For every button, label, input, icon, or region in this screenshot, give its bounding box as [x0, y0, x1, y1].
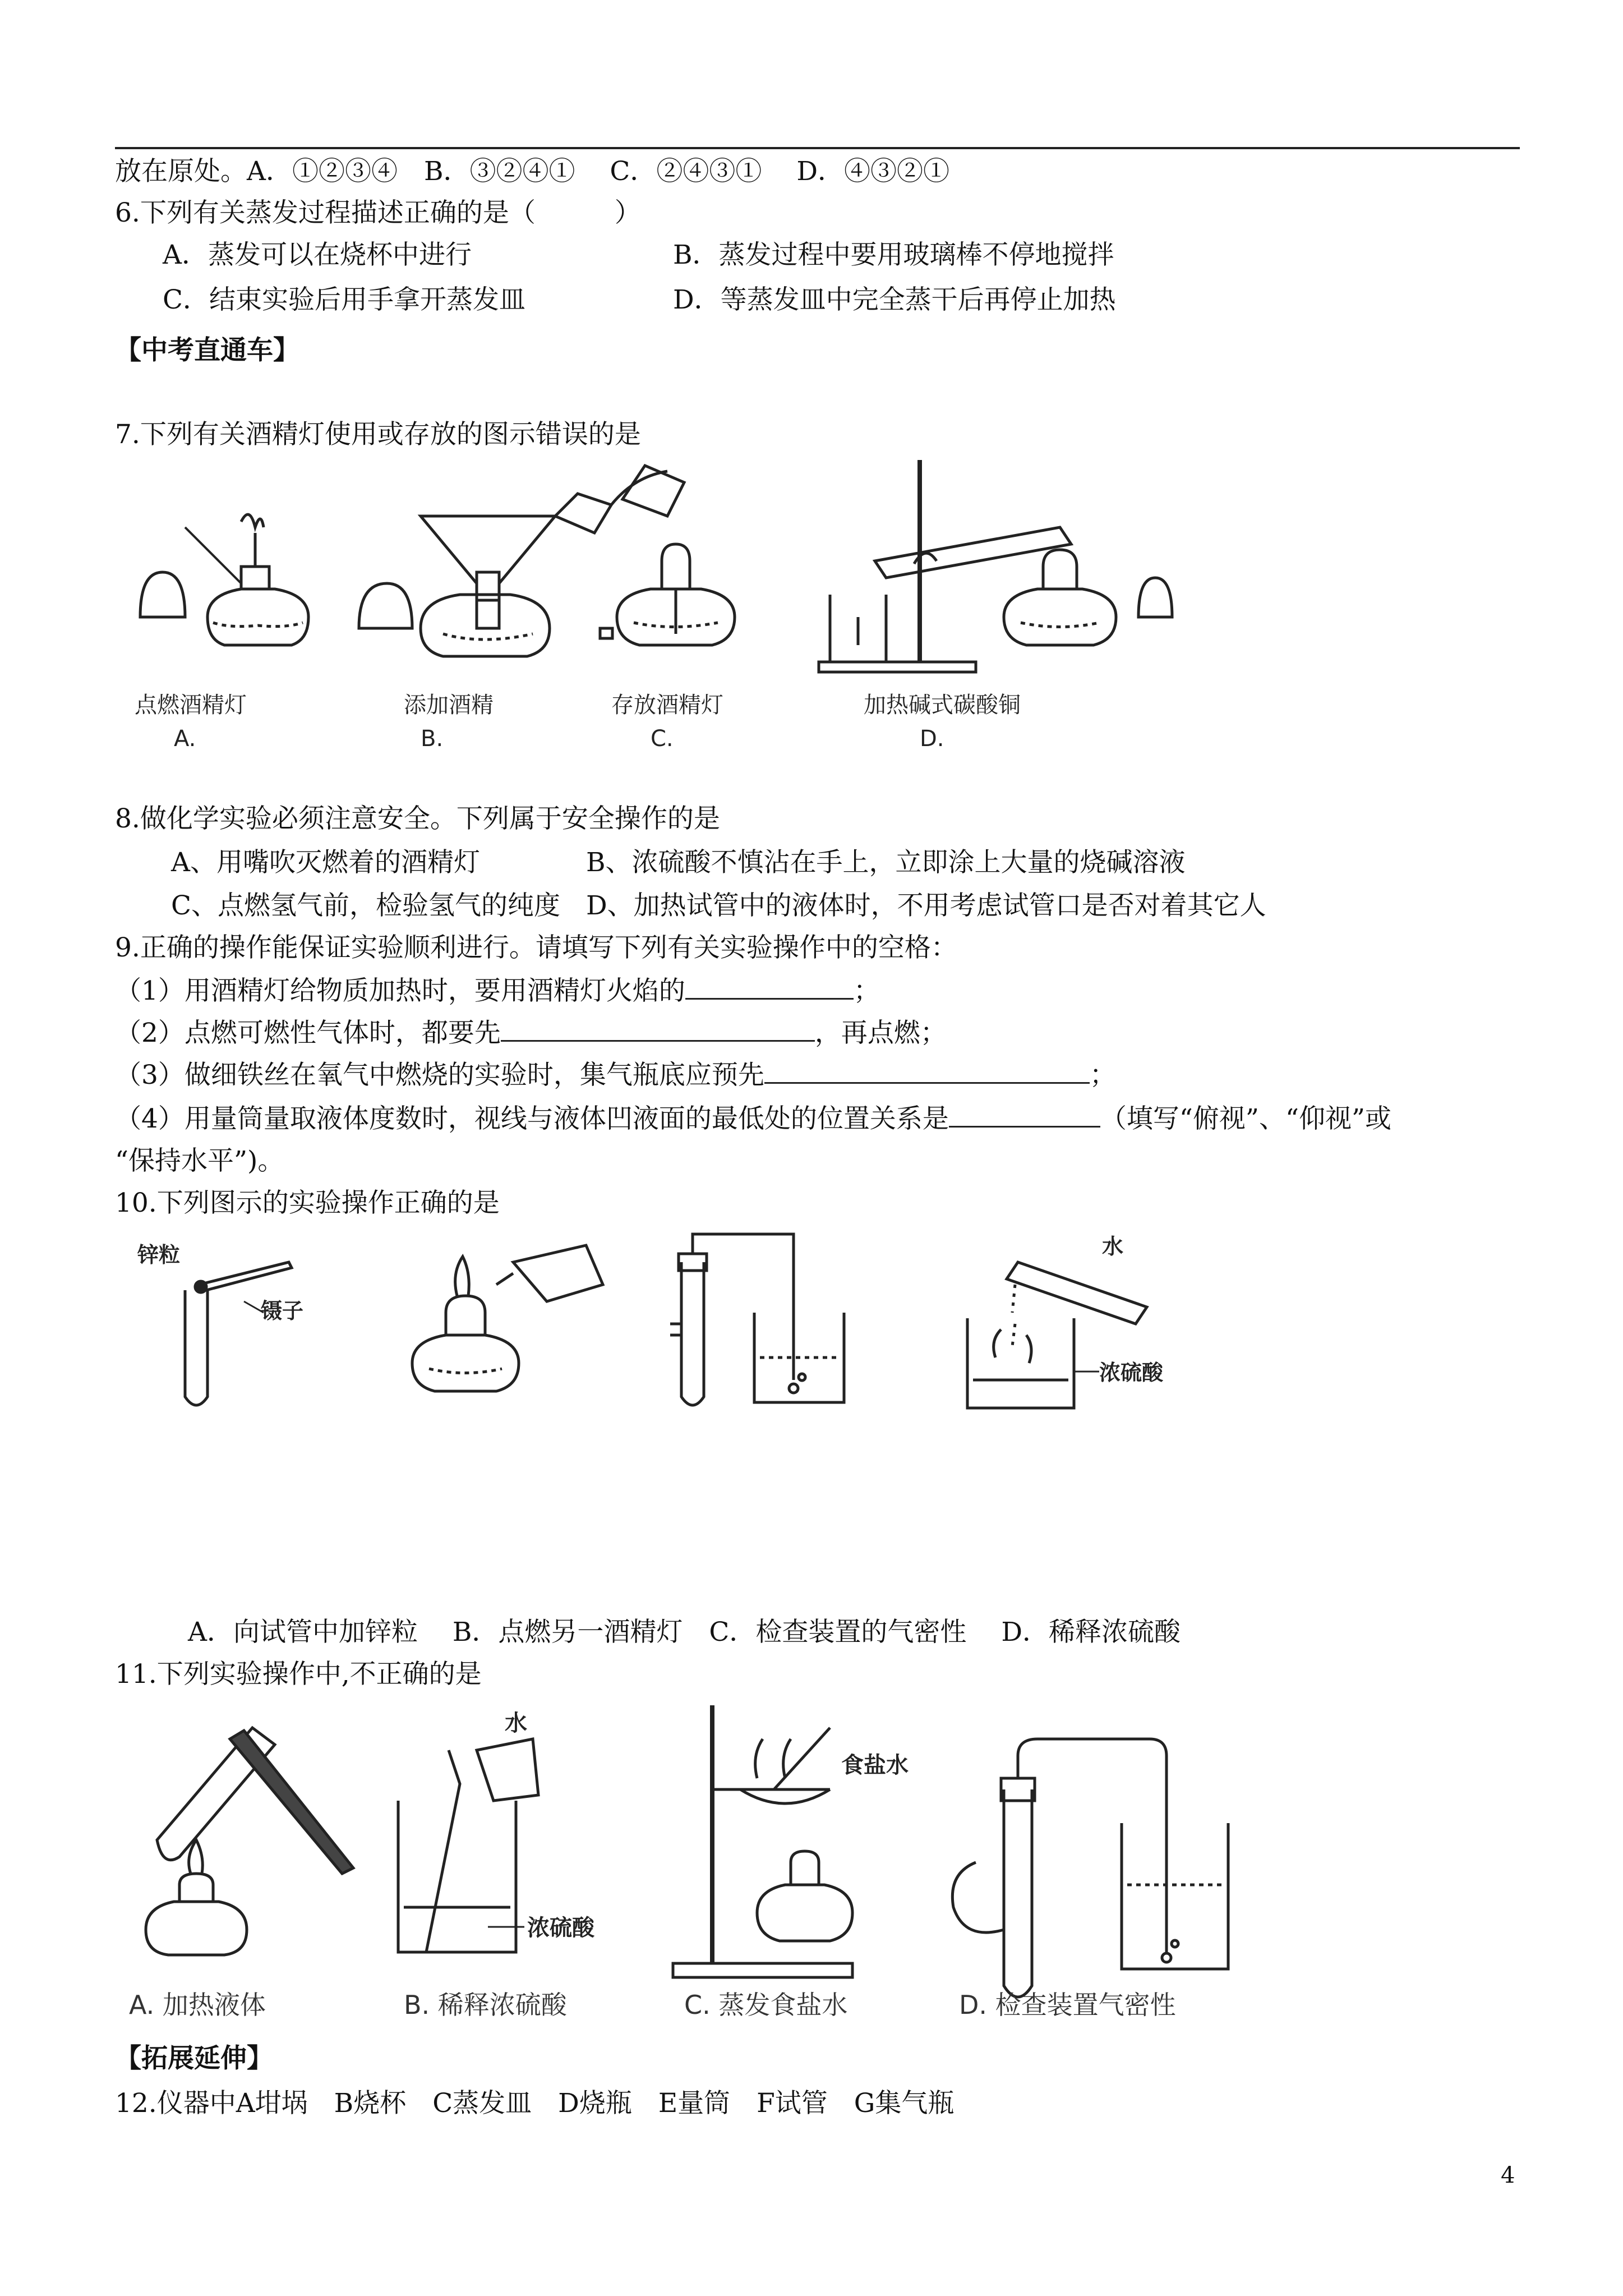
- q10-stem: 10.下列图示的实验操作正确的是: [115, 1188, 500, 1218]
- q5-tail: 放在原处。A．①②③④ B．③②④① C．②④③① D．④③②①: [115, 156, 950, 187]
- q7-fig-d-heating: [819, 460, 1172, 672]
- q7-stem: 7.下列有关酒精灯使用或存放的图示错误的是: [115, 419, 641, 450]
- q9-blank-3[interactable]: [764, 1057, 1090, 1084]
- q8-option-c: C、点燃氢气前，检验氢气的纯度: [171, 890, 560, 921]
- q7-figure: [129, 460, 1251, 765]
- q7-caption-c: 存放酒精灯: [611, 692, 723, 718]
- q12-stem: 12.仪器中A坩埚 B烧杯 C蒸发皿 D烧瓶 E量筒 F试管 G集气瓶: [115, 2088, 955, 2119]
- q6-option-c: C．结束实验后用手拿开蒸发皿: [163, 284, 525, 315]
- q9-item-4-text: （4）用量筒量取液体度数时，视线与液体凹液面的最低处的位置关系是: [115, 1103, 949, 1134]
- q9-item-3-end: ；: [1089, 1060, 1116, 1091]
- q11-label-acid: 浓硫酸: [527, 1915, 594, 1941]
- q10-fig-a-zinc-tube: [137, 1243, 303, 1405]
- q11-caption-d: D. 检查装置气密性: [959, 1990, 1176, 2020]
- q10-label-zinc: 锌粒: [137, 1243, 181, 1267]
- q9-item-4-end: （填写“俯视”、“仰视”或: [1100, 1103, 1392, 1134]
- q10-options: A．向试管中加锌粒 B．点燃另一酒精灯 C．检查装置的气密性 D．稀释浓硫酸: [188, 1617, 1181, 1648]
- q9-item-1-end: ；: [853, 976, 880, 1006]
- q6-option-d: D．等蒸发皿中完全蒸干后再停止加热: [673, 284, 1116, 315]
- page-number: 4: [1501, 2162, 1515, 2188]
- section-heading-exam: 【中考直通车】: [115, 335, 299, 366]
- q11-caption-c: C. 蒸发食盐水: [684, 1990, 848, 2020]
- q10-label-acid: 浓硫酸: [1099, 1360, 1164, 1385]
- header-rule: [115, 147, 1520, 149]
- q6-option-a: A．蒸发可以在烧杯中进行: [163, 240, 472, 270]
- q9-item-1-text: （1）用酒精灯给物质加热时，要用酒精灯火焰的: [115, 976, 685, 1006]
- q11-stem: 11.下列实验操作中,不正确的是: [115, 1659, 482, 1690]
- section-heading-extension: 【拓展延伸】: [115, 2043, 273, 2074]
- q11-label-water: 水: [505, 1710, 527, 1736]
- q11-fig-b-dilute-acid: [398, 1710, 595, 1952]
- q7-fig-b-adding-alcohol: [359, 466, 684, 656]
- q9-item-2: [115, 1015, 947, 1050]
- q7-fig-c-storing-lamp: [617, 544, 735, 645]
- q9-item-3-text: （3）做细铁丝在氧气中燃烧的实验时，集气瓶底应预先: [115, 1060, 764, 1091]
- q9-item-3: [115, 1057, 1116, 1092]
- q8-option-d: D、加热试管中的液体时，不用考虑试管口是否对着其它人: [586, 890, 1266, 921]
- q11-fig-c-evaporation: [673, 1705, 909, 1977]
- q10-fig-c-airtightness: [670, 1234, 844, 1405]
- q11-label-salt: 食盐水: [841, 1752, 909, 1778]
- q7-letter-b: B.: [421, 726, 444, 752]
- q11-fig-a-heating-liquid: [146, 1728, 353, 1955]
- q9-stem: 9.正确的操作能保证实验顺利进行。请填写下列有关实验操作中的空格：: [115, 932, 957, 963]
- q11-caption-b: B. 稀释浓硫酸: [404, 1990, 567, 2020]
- q8-stem: 8.做化学实验必须注意安全。下列属于安全操作的是: [115, 803, 720, 834]
- q9-blank-4[interactable]: [949, 1101, 1100, 1128]
- q7-caption-a: 点燃酒精灯: [135, 692, 247, 718]
- q7-fig-a-lighting-lamp: [140, 514, 308, 645]
- q6-stem: 6.下列有关蒸发过程描述正确的是（ ）: [115, 197, 641, 228]
- q9-item-4-cont: “保持水平”)。: [115, 1145, 284, 1176]
- q9-blank-1[interactable]: [685, 973, 854, 1000]
- q9-item-4: [115, 1101, 1391, 1136]
- q10-fig-d-dilute-acid: [967, 1234, 1164, 1408]
- q11-caption-a: A. 加热液体: [129, 1990, 266, 2020]
- q7-letter-a: A.: [174, 726, 196, 752]
- q10-figure: [121, 1228, 1186, 1433]
- q7-letter-d: D.: [920, 726, 944, 752]
- q11-fig-d-airtightness: [952, 1739, 1228, 1997]
- q10-label-tweezers: 镊子: [261, 1299, 304, 1323]
- q7-letter-c: C.: [651, 726, 674, 752]
- q11-figure: [123, 1705, 1273, 2027]
- q9-item-2-end: ，再点燃；: [814, 1018, 947, 1048]
- q6-option-b: B．蒸发过程中要用玻璃棒不停地搅拌: [673, 240, 1114, 270]
- q9-item-2-text: （2）点燃可燃性气体时，都要先: [115, 1018, 501, 1048]
- q9-item-1: [115, 973, 880, 1008]
- q10-fig-b-lamp-to-lamp: [412, 1245, 603, 1391]
- q8-option-a: A、用嘴吹灭燃着的酒精灯: [171, 847, 480, 878]
- q8-option-b: B、浓硫酸不慎沾在手上，立即涂上大量的烧碱溶液: [586, 847, 1186, 878]
- q7-caption-b: 添加酒精: [404, 692, 494, 718]
- q9-blank-2[interactable]: [501, 1015, 815, 1042]
- q7-caption-d: 加热碱式碳酸铜: [864, 692, 1021, 718]
- q10-label-water: 水: [1102, 1234, 1124, 1259]
